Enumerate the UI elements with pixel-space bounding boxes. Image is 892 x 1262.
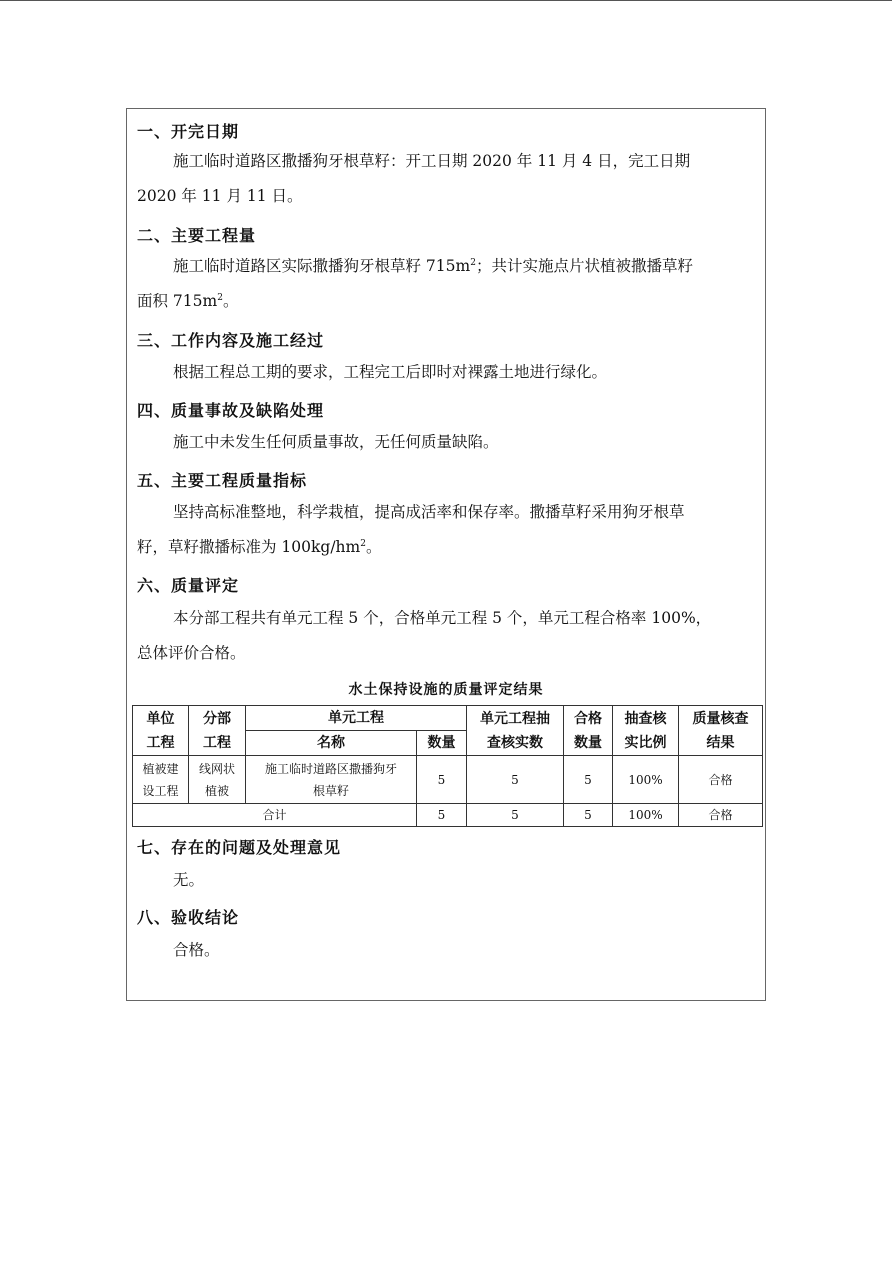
table-header-row-1	[133, 706, 763, 731]
section-body-8: 合格。	[173, 941, 220, 959]
header-unit-project: 单位 工程	[133, 706, 189, 756]
section-heading-5: 五、主要工程质量指标	[137, 471, 308, 490]
cell-result: 合格	[679, 756, 763, 804]
section-body-5: 坚持高标准整地，科学栽植，提高成活率和保存率。撒播草籽采用狗牙根草 籽，草籽撒播标准为 $100kg/hm^2$。	[137, 503, 685, 556]
section-heading-1: 一、开完日期	[137, 122, 240, 141]
page-top-rule	[0, 0, 892, 1]
total-label: 合计	[133, 804, 417, 827]
total-result: 合格	[679, 804, 763, 827]
total-sampled: 5	[467, 804, 564, 827]
section-heading-6: 六、质量评定	[137, 576, 240, 595]
section-body-2: 施工临时道路区实际撒播狗牙根草籽 $715m^2$；共计实施点片状植被撒播草籽 面积 $715m^2$。	[137, 257, 693, 310]
header-result: 质量核查 结果	[679, 706, 763, 756]
section-body-7: 无。	[173, 871, 205, 889]
report-frame	[126, 108, 766, 1001]
total-qualified: 5	[564, 804, 613, 827]
section-heading-4: 四、质量事故及缺陷处理	[137, 401, 325, 420]
table-caption: 水土保持设施的质量评定结果	[348, 682, 544, 698]
total-count: 5	[417, 804, 467, 827]
section-body-1: 施工临时道路区撒播狗牙根草籽：开工日期 2020 年 11 月 4 日，完工日期 2020 年 11 月 11 日。	[137, 152, 691, 205]
cell-ratio: 100%	[613, 756, 679, 804]
table-total-row	[133, 804, 763, 827]
header-element-project: 单元工程	[246, 706, 467, 731]
header-count: 数量	[417, 731, 467, 756]
cell-name: 施工临时道路区撒播狗牙 根草籽	[246, 756, 417, 804]
header-sampled: 单元工程抽 查核实数	[467, 706, 564, 756]
cell-count: 5	[417, 756, 467, 804]
section-body-6: 本分部工程共有单元工程 5 个，合格单元工程 5 个，单元工程合格率 100%， 总体评价合格。	[137, 609, 712, 662]
cell-sampled: 5	[467, 756, 564, 804]
table-row	[133, 756, 763, 804]
section-heading-8: 八、验收结论	[137, 908, 240, 927]
header-ratio: 抽查核 实比例	[613, 706, 679, 756]
cell-unit-project: 植被建 设工程	[133, 756, 189, 804]
section-body-4: 施工中未发生任何质量事故，无任何质量缺陷。	[173, 433, 499, 451]
total-ratio: 100%	[613, 804, 679, 827]
header-name: 名称	[246, 731, 417, 756]
section-heading-3: 三、工作内容及施工经过	[137, 331, 325, 350]
cell-qualified: 5	[564, 756, 613, 804]
header-sub-project: 分部 工程	[189, 706, 246, 756]
section-heading-7: 七、存在的问题及处理意见	[137, 838, 342, 857]
header-qualified: 合格 数量	[564, 706, 613, 756]
section-body-3: 根据工程总工期的要求，工程完工后即时对裸露土地进行绿化。	[173, 363, 608, 381]
cell-sub-project: 线网状 植被	[189, 756, 246, 804]
quality-table	[132, 705, 763, 827]
section-heading-2: 二、主要工程量	[137, 226, 257, 245]
